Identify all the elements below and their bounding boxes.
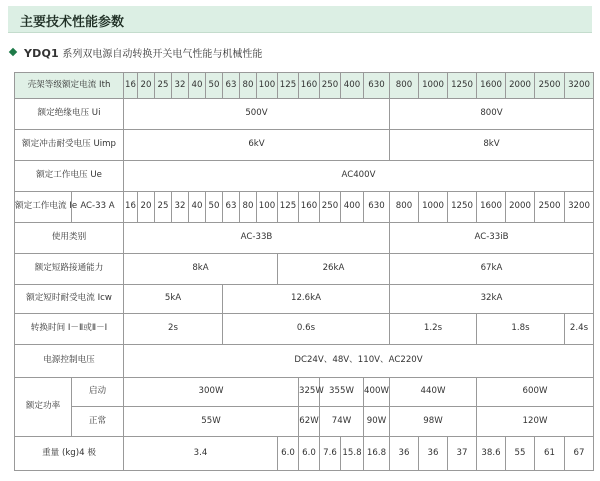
current-cell: 50 bbox=[206, 192, 223, 223]
power-start-cell: 355W bbox=[320, 378, 364, 407]
short-circuit-making-v1: 8kA bbox=[124, 254, 278, 285]
short-time-withstand-v2: 12.6kA bbox=[223, 285, 390, 314]
power-start-cell: 440W bbox=[390, 378, 477, 407]
rating-cell: 250 bbox=[320, 73, 341, 99]
transfer-time-v1: 2s bbox=[124, 314, 223, 345]
current-cell: 1250 bbox=[448, 192, 477, 223]
power-normal-cell: 98W bbox=[390, 407, 477, 437]
transfer-time-v2: 0.6s bbox=[223, 314, 390, 345]
frame-label: 壳架等级额定电流 Ith bbox=[15, 73, 124, 99]
bullet-diamond-icon bbox=[9, 48, 17, 56]
usage-category-row bbox=[15, 223, 594, 254]
insulation-label: 额定绝缘电压 Ui bbox=[15, 99, 124, 130]
transfer-time-v5: 2.4s bbox=[565, 314, 594, 345]
rating-cell: 800 bbox=[390, 73, 419, 99]
spec-table bbox=[14, 72, 594, 471]
rating-cell: 50 bbox=[206, 73, 223, 99]
impulse-high: 8kV bbox=[390, 130, 594, 161]
weight-label: 重量 (kg)4 极 bbox=[15, 437, 124, 471]
current-cell: 16 bbox=[124, 192, 138, 223]
working-voltage-label: 额定工作电压 Ue bbox=[15, 161, 124, 192]
weight-cell: 36 bbox=[390, 437, 419, 471]
current-cell: 100 bbox=[257, 192, 278, 223]
current-cell: 1600 bbox=[477, 192, 506, 223]
impulse-low: 6kV bbox=[124, 130, 390, 161]
current-cell: 32 bbox=[172, 192, 189, 223]
insulation-row bbox=[15, 99, 594, 130]
rating-cell: 3200 bbox=[565, 73, 594, 99]
working-voltage-row bbox=[15, 161, 594, 192]
power-start-cell: 600W bbox=[477, 378, 594, 407]
rating-cell: 100 bbox=[257, 73, 278, 99]
current-cell: 2500 bbox=[535, 192, 565, 223]
short-time-withstand-row bbox=[15, 285, 594, 314]
power-normal-cell: 120W bbox=[477, 407, 594, 437]
power-start-label: 启动 bbox=[72, 378, 124, 407]
weight-cell: 15.8 bbox=[341, 437, 364, 471]
current-cell: 160 bbox=[299, 192, 320, 223]
weight-cell: 38.6 bbox=[477, 437, 506, 471]
current-cell: 80 bbox=[240, 192, 257, 223]
transfer-time-v3: 1.2s bbox=[390, 314, 477, 345]
short-circuit-making-v2: 26kA bbox=[278, 254, 390, 285]
short-circuit-making-row bbox=[15, 254, 594, 285]
transfer-time-v4: 1.8s bbox=[477, 314, 565, 345]
current-cell: 3200 bbox=[565, 192, 594, 223]
short-time-withstand-label: 额定短时耐受电流 Icw bbox=[15, 285, 124, 314]
weight-cell: 3.4 bbox=[124, 437, 278, 471]
rating-cell: 125 bbox=[278, 73, 299, 99]
current-cell: 63 bbox=[223, 192, 240, 223]
power-normal-cell: 74W bbox=[320, 407, 364, 437]
frame-rating-row bbox=[15, 73, 594, 99]
subtitle bbox=[24, 45, 262, 60]
rating-cell: 2500 bbox=[535, 73, 565, 99]
power-normal-cell: 55W bbox=[124, 407, 299, 437]
current-cell: 125 bbox=[278, 192, 299, 223]
rating-cell: 1000 bbox=[419, 73, 448, 99]
rating-cell: 16 bbox=[124, 73, 138, 99]
rating-cell: 630 bbox=[364, 73, 390, 99]
short-time-withstand-v1: 5kA bbox=[124, 285, 223, 314]
weight-cell: 61 bbox=[535, 437, 565, 471]
weight-cell: 67 bbox=[565, 437, 594, 471]
section-header bbox=[8, 6, 592, 33]
rating-cell: 25 bbox=[155, 73, 172, 99]
control-voltage-label: 电源控制电压 bbox=[15, 345, 124, 378]
rating-cell: 20 bbox=[138, 73, 155, 99]
control-voltage-value: DC24V、48V、110V、AC220V bbox=[124, 345, 594, 378]
section-title: 主要技术性能参数 bbox=[20, 15, 125, 30]
current-cell: 400 bbox=[341, 192, 364, 223]
weight-cell: 16.8 bbox=[364, 437, 390, 471]
impulse-row bbox=[15, 130, 594, 161]
usage-category-label: 使用类别 bbox=[15, 223, 124, 254]
usage-category-low: AC-33B bbox=[124, 223, 390, 254]
rating-cell: 40 bbox=[189, 73, 206, 99]
rating-cell: 160 bbox=[299, 73, 320, 99]
power-label: 额定功率 bbox=[15, 378, 72, 437]
rating-cell: 1600 bbox=[477, 73, 506, 99]
power-start-cell: 300W bbox=[124, 378, 299, 407]
power-normal-cell: 62W bbox=[299, 407, 320, 437]
current-cell: 20 bbox=[138, 192, 155, 223]
short-circuit-making-label: 额定短路接通能力 bbox=[15, 254, 124, 285]
rating-cell: 400 bbox=[341, 73, 364, 99]
rating-cell: 80 bbox=[240, 73, 257, 99]
current-cell: 1000 bbox=[419, 192, 448, 223]
power-start-row bbox=[15, 378, 594, 407]
subtitle-model: YDQ1 bbox=[24, 47, 59, 60]
weight-cell: 55 bbox=[506, 437, 535, 471]
power-start-cell: 325W bbox=[299, 378, 320, 407]
power-normal-row bbox=[15, 407, 594, 437]
transfer-time-row bbox=[15, 314, 594, 345]
rating-cell: 2000 bbox=[506, 73, 535, 99]
impulse-label: 额定冲击耐受电压 Uimp bbox=[15, 130, 124, 161]
working-voltage-value: AC400V bbox=[124, 161, 594, 192]
current-cell: 40 bbox=[189, 192, 206, 223]
weight-cell: 6.0 bbox=[299, 437, 320, 471]
current-cell: 800 bbox=[390, 192, 419, 223]
current-cell: 250 bbox=[320, 192, 341, 223]
rating-cell: 63 bbox=[223, 73, 240, 99]
weight-cell: 7.6 bbox=[320, 437, 341, 471]
working-current-label: 额定工作电流 Ie bbox=[15, 192, 72, 223]
weight-cell: 6.0 bbox=[278, 437, 299, 471]
power-normal-cell: 90W bbox=[364, 407, 390, 437]
rating-cell: 1250 bbox=[448, 73, 477, 99]
transfer-time-label: 转换时间 Ⅰ－Ⅱ或Ⅱ－Ⅰ bbox=[15, 314, 124, 345]
power-normal-label: 正常 bbox=[72, 407, 124, 437]
usage-category-high: AC-33iB bbox=[390, 223, 594, 254]
power-start-cell: 400W bbox=[364, 378, 390, 407]
current-cell: 630 bbox=[364, 192, 390, 223]
subtitle-description: 系列双电源自动转换开关电气性能与机械性能 bbox=[62, 49, 263, 60]
rating-cell: 32 bbox=[172, 73, 189, 99]
current-cell: 2000 bbox=[506, 192, 535, 223]
weight-cell: 36 bbox=[419, 437, 448, 471]
short-time-withstand-v3: 32kA bbox=[390, 285, 594, 314]
control-voltage-row bbox=[15, 345, 594, 378]
working-current-row bbox=[15, 192, 594, 223]
weight-cell: 37 bbox=[448, 437, 477, 471]
working-current-category: AC-33 A bbox=[72, 192, 124, 223]
short-circuit-making-v3: 67kA bbox=[390, 254, 594, 285]
insulation-low: 500V bbox=[124, 99, 390, 130]
weight-row bbox=[15, 437, 594, 471]
current-cell: 25 bbox=[155, 192, 172, 223]
insulation-high: 800V bbox=[390, 99, 594, 130]
